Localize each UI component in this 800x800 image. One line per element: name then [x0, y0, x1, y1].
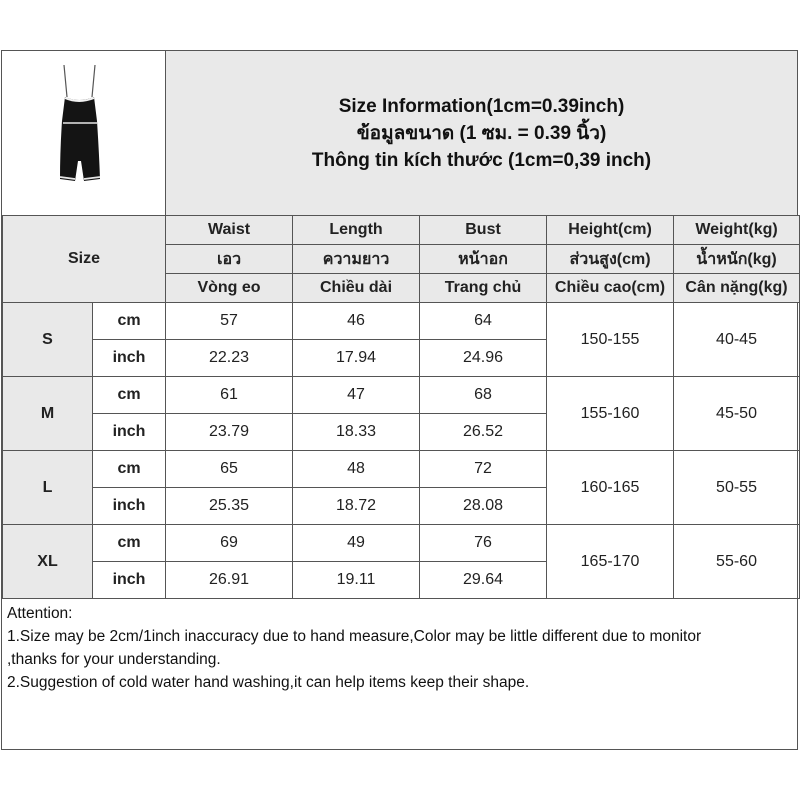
weight-range: 55-60 — [674, 525, 800, 599]
waist-cm: 61 — [166, 377, 293, 414]
header-waist-thai: เอว — [166, 245, 293, 274]
header-weight: Weight(kg) — [674, 216, 800, 245]
header-bust-thai: หน้าอก — [420, 245, 547, 274]
length-inch: 17.94 — [293, 340, 420, 377]
unit-inch: inch — [93, 488, 166, 525]
header-length-vi: Chiều dài — [293, 274, 420, 303]
unit-inch: inch — [93, 562, 166, 599]
height-range: 150-155 — [547, 303, 674, 377]
size-table — [2, 215, 800, 599]
title-english: Size Information(1cm=0.39inch) — [338, 95, 625, 117]
size-column-header: Size — [3, 216, 166, 303]
bust-cm: 72 — [420, 451, 547, 488]
bust-cm: 64 — [420, 303, 547, 340]
weight-range: 50-55 — [674, 451, 800, 525]
length-cm: 46 — [293, 303, 420, 340]
size-label: XL — [3, 525, 93, 599]
height-range: 165-170 — [547, 525, 674, 599]
bust-inch: 28.08 — [420, 488, 547, 525]
note-line-1: 1.Size may be 2cm/1inch inaccuracy due to hand measure,Color may be little different due to monitor — [7, 628, 702, 645]
size-label: L — [3, 451, 93, 525]
waist-inch: 26.91 — [166, 562, 293, 599]
length-inch: 18.72 — [293, 488, 420, 525]
table-row — [3, 377, 800, 414]
bust-inch: 26.52 — [420, 414, 547, 451]
header-height: Height(cm) — [547, 216, 674, 245]
title-thai: ข้อมูลขนาด (1 ซม. = 0.39 นิ้ว) — [356, 122, 607, 144]
unit-inch: inch — [93, 340, 166, 377]
bust-inch: 29.64 — [420, 562, 547, 599]
table-row — [3, 303, 800, 340]
bust-cm: 76 — [420, 525, 547, 562]
unit-cm: cm — [93, 377, 166, 414]
header-weight-vi: Cân nặng(kg) — [674, 274, 800, 303]
size-label: S — [3, 303, 93, 377]
length-inch: 18.33 — [293, 414, 420, 451]
header-weight-thai: น้ำหนัก(kg) — [674, 245, 800, 274]
length-cm: 49 — [293, 525, 420, 562]
header-bust-vi: Trang chủ — [420, 274, 547, 303]
unit-cm: cm — [93, 451, 166, 488]
header-length-thai: ความยาว — [293, 245, 420, 274]
height-range: 160-165 — [547, 451, 674, 525]
waist-cm: 69 — [166, 525, 293, 562]
header-row-english — [3, 216, 800, 245]
table-row — [3, 451, 800, 488]
bust-inch: 24.96 — [420, 340, 547, 377]
note-line-3: 2.Suggestion of cold water hand washing,it can help items keep their shape. — [7, 674, 530, 691]
header-waist: Waist — [166, 216, 293, 245]
waist-inch: 25.35 — [166, 488, 293, 525]
black-romper-image — [2, 51, 165, 215]
unit-inch: inch — [93, 414, 166, 451]
size-chart-header — [2, 51, 797, 215]
title-cell — [166, 51, 797, 215]
weight-range: 40-45 — [674, 303, 800, 377]
length-inch: 19.11 — [293, 562, 420, 599]
weight-range: 45-50 — [674, 377, 800, 451]
height-range: 155-160 — [547, 377, 674, 451]
header-bust: Bust — [420, 216, 547, 245]
waist-inch: 23.79 — [166, 414, 293, 451]
title-vietnamese: Thông tin kích thước (1cm=0,39 inch) — [311, 149, 652, 171]
length-cm: 47 — [293, 377, 420, 414]
attention-heading: Attention: — [7, 605, 73, 622]
attention-notes — [2, 600, 797, 696]
size-label: M — [3, 377, 93, 451]
note-line-2: ,thanks for your understanding. — [7, 651, 221, 668]
unit-cm: cm — [93, 303, 166, 340]
header-height-thai: ส่วนสูง(cm) — [547, 245, 674, 274]
waist-cm: 65 — [166, 451, 293, 488]
size-chart-sheet — [1, 50, 798, 750]
header-waist-vi: Vòng eo — [166, 274, 293, 303]
unit-cm: cm — [93, 525, 166, 562]
header-length: Length — [293, 216, 420, 245]
waist-inch: 22.23 — [166, 340, 293, 377]
bust-cm: 68 — [420, 377, 547, 414]
length-cm: 48 — [293, 451, 420, 488]
product-photo-cell — [2, 51, 166, 215]
table-row — [3, 525, 800, 562]
waist-cm: 57 — [166, 303, 293, 340]
header-height-vi: Chiều cao(cm) — [547, 274, 674, 303]
